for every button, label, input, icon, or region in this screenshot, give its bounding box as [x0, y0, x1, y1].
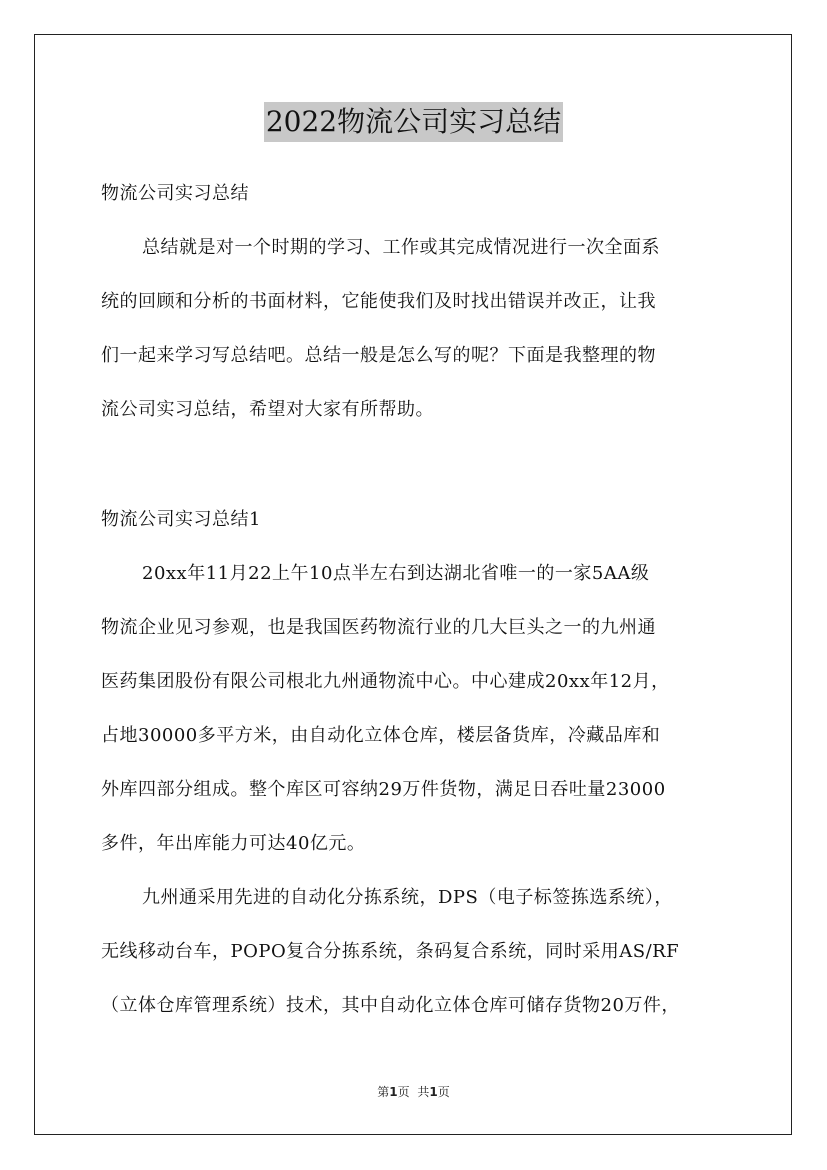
title-container [0, 102, 827, 142]
footer-page-suffix: 页 [397, 1085, 410, 1099]
subtitle: 物流公司实习总结 [101, 183, 249, 204]
section1-p1-line-6: 多件，年出库能力可达40亿元。 [101, 833, 366, 854]
footer-total-number: 1 [429, 1085, 438, 1099]
intro-line-1: 总结就是对一个时期的学习、工作或其完成情况进行一次全面系 [142, 237, 660, 258]
section1-p1-line-4: 占地30000多平方米，由自动化立体仓库，楼层备货库，冷藏品库和 [101, 725, 661, 746]
footer-total-suffix: 页 [437, 1085, 450, 1099]
intro-line-3: 们一起来学习写总结吧。总结一般是怎么写的呢？下面是我整理的物 [101, 345, 656, 366]
section1-p2-line-1: 九州通采用先进的自动化分拣系统，DPS（电子标签拣选系统）， [142, 887, 673, 908]
section1-p1-line-3: 医药集团股份有限公司根北九州通物流中心。中心建成20xx年12月， [101, 671, 670, 692]
intro-line-2: 统的回顾和分析的书面材料，它能使我们及时找出错误并改正，让我 [101, 291, 656, 312]
page-footer [0, 1084, 827, 1100]
section1-p1-line-2: 物流企业见习参观，也是我国医药物流行业的几大巨头之一的九州通 [101, 617, 656, 638]
footer-total-prefix: 共 [417, 1085, 430, 1099]
section1-p1-line-1: 20xx年11月22上午10点半左右到达湖北省唯一的一家5AA级 [142, 563, 650, 584]
section1-heading: 物流公司实习总结1 [101, 509, 261, 530]
footer-page-number: 1 [389, 1085, 398, 1099]
document-title: 2022物流公司实习总结 [264, 102, 563, 142]
section1-p1-line-5: 外库四部分组成。整个库区可容纳29万件货物，满足日吞吐量23000 [101, 779, 666, 800]
section1-p2-line-2: 无线移动台车，POPO复合分拣系统，条码复合系统，同时采用AS/RF [101, 941, 680, 962]
section1-p2-line-3: （立体仓库管理系统）技术，其中自动化立体仓库可储存货物20万件， [101, 995, 680, 1016]
intro-line-4: 流公司实习总结，希望对大家有所帮助。 [101, 399, 434, 420]
footer-page-prefix: 第 [377, 1085, 390, 1099]
